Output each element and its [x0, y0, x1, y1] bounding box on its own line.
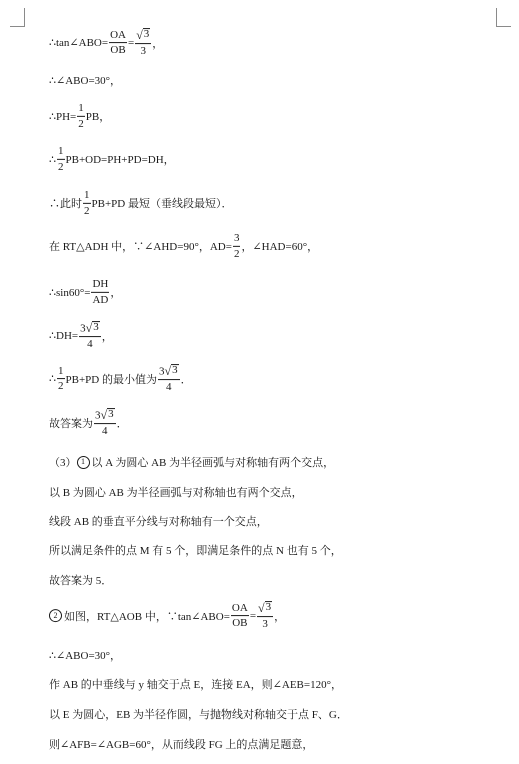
- numerator: 1: [57, 145, 65, 160]
- text: ∴此时: [49, 198, 82, 210]
- radical: [136, 28, 150, 41]
- fraction-3root3-over-4: [94, 408, 116, 438]
- text: 以 E 为圆心，EB 为半径作圆，与抛物线对称轴交于点 F、G．: [49, 709, 348, 721]
- radical: [86, 321, 100, 334]
- text: ，: [101, 330, 113, 343]
- fraction-three-halves: [233, 232, 241, 260]
- text: 故答案为 5．: [49, 575, 113, 587]
- fraction-oa-over-ob: [109, 29, 127, 57]
- radical-sign-icon: √: [100, 407, 108, 422]
- text: 线段 AB 的垂直平分线与对称轴有一个交点，: [49, 516, 268, 528]
- solution-line-1: [49, 28, 163, 58]
- denominator: 2: [233, 247, 240, 260]
- numerator: 3: [233, 232, 241, 247]
- denominator: 3: [140, 45, 146, 58]
- solution-line-15: [49, 572, 112, 588]
- circled-number-2-icon: 2: [49, 609, 62, 622]
- solution-line-16: [49, 601, 285, 631]
- solution-line-4: [49, 145, 175, 173]
- radicand: 3: [172, 364, 178, 377]
- numerator: DH: [91, 278, 109, 293]
- fraction-root3-over-3: [257, 601, 273, 631]
- text: ，: [152, 37, 164, 50]
- text: ，∠HAD=60°，: [241, 241, 319, 253]
- text: ∴PH=: [49, 110, 77, 123]
- text: ．: [180, 373, 192, 386]
- fraction-one-half: [83, 189, 91, 217]
- radical: [101, 408, 115, 421]
- solution-line-11: [49, 454, 334, 470]
- solution-line-2: [49, 72, 121, 88]
- text: PB+OD=PH+PD=DH，: [65, 154, 175, 166]
- numerator: 1: [77, 102, 85, 117]
- text: 故答案为: [49, 417, 93, 430]
- solution-line-6: [49, 232, 318, 260]
- solution-line-5: [49, 189, 232, 217]
- denominator: 2: [78, 117, 84, 130]
- coefficient: 3: [95, 409, 101, 422]
- solution-line-14: [49, 542, 342, 558]
- denominator: 4: [102, 425, 108, 438]
- radicand: 3: [265, 601, 272, 614]
- text: 则∠AFB=∠AGB=60°，从而线段 FG 上的点满足题意，: [49, 739, 314, 751]
- solution-line-7: [49, 278, 121, 306]
- text: ∴tan∠ABO=: [49, 37, 109, 50]
- solution-line-17: [49, 647, 121, 663]
- solution-line-19: [49, 706, 348, 722]
- text: ∴DH=: [49, 330, 79, 343]
- solution-line-18: [49, 676, 342, 692]
- denominator: 4: [87, 338, 93, 351]
- fraction-one-half: [77, 102, 85, 130]
- numerator: OA: [109, 29, 127, 44]
- coefficient: 3: [158, 365, 165, 378]
- numerator: 1: [83, 189, 91, 204]
- fraction-3root3-over-4: [79, 321, 101, 351]
- denominator: 2: [58, 160, 64, 173]
- text: 所以满足条件的点 M 有 5 个，即满足条件的点 N 也有 5 个，: [49, 545, 342, 557]
- text: 作 AB 的中垂线与 y 轴交于点 E，连接 EA，则∠AEB=120°，: [49, 679, 342, 691]
- page-corner-mark-top-left: [10, 8, 25, 27]
- text: ∴: [49, 373, 56, 386]
- text: PB+PD 最短（垂线段最短）．: [91, 198, 233, 210]
- fraction-oa-over-ob: [231, 602, 249, 630]
- text: ∴∠ABO=30°，: [49, 75, 122, 87]
- denominator: AD: [92, 293, 109, 306]
- text: ∴∠ABO=30°，: [49, 650, 122, 662]
- numerator: OA: [231, 602, 249, 617]
- denominator: 2: [84, 204, 90, 217]
- fraction-3root3-over-4: [158, 364, 180, 394]
- radical-sign-icon: √: [164, 363, 172, 378]
- fraction-dh-over-ad: [91, 278, 109, 306]
- numerator: 1: [57, 365, 65, 380]
- denominator: 3: [262, 618, 268, 631]
- radical: [164, 364, 178, 377]
- radical-sign-icon: √: [85, 320, 93, 335]
- equals-sign: =: [249, 609, 257, 622]
- solution-line-13: [49, 513, 268, 529]
- text: 以 B 为圆心 AB 为半径画弧与对称轴也有两个交点，: [49, 487, 303, 499]
- radicand: 3: [93, 321, 99, 334]
- denominator: 2: [58, 380, 64, 393]
- solution-line-3: [49, 102, 110, 130]
- denominator: OB: [110, 44, 126, 57]
- circled-number-1-icon: 1: [77, 456, 90, 469]
- solution-line-10: [49, 408, 128, 438]
- radical-sign-icon: √: [258, 600, 265, 615]
- text: 如图，RT△AOB 中，∵tan∠ABO=: [64, 610, 230, 623]
- radicand: 3: [108, 408, 114, 421]
- text: ∴: [49, 153, 56, 166]
- text: PB+PD 的最小值为: [65, 373, 157, 386]
- text: （3）: [49, 457, 77, 469]
- text: ∴sin60°=: [49, 286, 91, 299]
- solution-line-12: [49, 484, 303, 500]
- solution-line-20: [49, 736, 313, 752]
- text: ，: [110, 287, 122, 299]
- fraction-one-half: [57, 365, 65, 393]
- text: ．: [116, 417, 128, 430]
- numerator: [158, 364, 180, 380]
- numerator: [79, 321, 101, 337]
- coefficient: 3: [80, 322, 86, 335]
- text: 以 A 为圆心 AB 为半径画弧与对称轴有两个交点，: [91, 457, 335, 469]
- denominator: 4: [166, 381, 172, 394]
- text: 在 RT△ADH 中，∵∠AHD=90°，AD=: [49, 241, 232, 253]
- equals-sign: =: [127, 36, 135, 49]
- numerator: [257, 601, 273, 617]
- text: ，: [274, 610, 286, 623]
- text: PB，: [85, 111, 111, 123]
- fraction-one-half: [57, 145, 65, 173]
- numerator: [135, 28, 151, 44]
- radicand: 3: [143, 28, 150, 41]
- numerator: [94, 408, 116, 424]
- radical: [258, 601, 272, 614]
- solution-line-8: [49, 321, 113, 351]
- page-corner-mark-top-right: [496, 8, 511, 27]
- solution-line-9: [49, 364, 192, 394]
- radical-sign-icon: √: [136, 27, 143, 42]
- denominator: OB: [232, 617, 248, 630]
- fraction-root3-over-3: [135, 28, 151, 58]
